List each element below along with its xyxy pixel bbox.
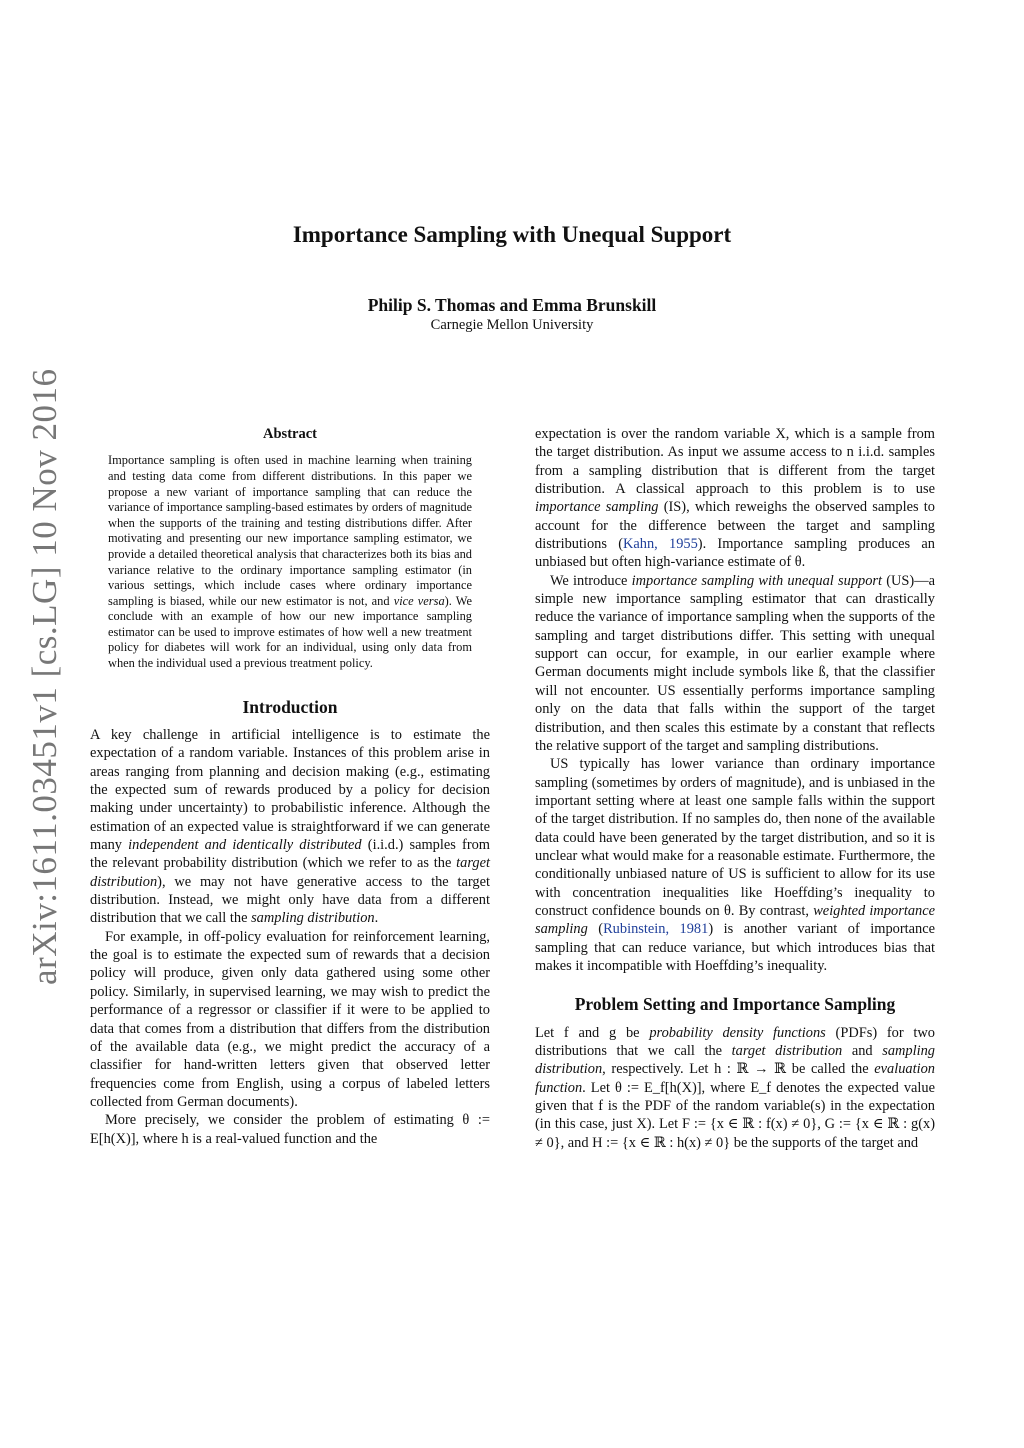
right-column: [535, 425, 935, 1152]
abstract-text: Importance sampling is often used in machine learning when training and testing data come from different distributions. In this paper we propose a new variant of importance sampling that can reduce the variance of importance sampling-based estimates by orders of magnitude when the supports of the training and testing distributions differ. After motivating and presenting our new importance sampling estimator, we provide a detailed theoretical analysis that characterizes both its bias and variance relative to the ordinary importance sampling estimator (in various settings, which include cases where ordinary importance sampling is biased, while our new estimator is not, and vice versa). We conclude with an example of how our new importance sampling estimator can be used to improve estimates of how well a new treatment policy for diabetes will work for an individual, using only data from when the individual used a previous treatment policy.: [108, 453, 472, 671]
intro-paragraph-3-continued: expectation is over the random variable X, which is a sample from the target distribution. As input we assume access to n i.i.d. samples from a sampling distribution that is different from the target distribution. A classical approach to this problem is to use importance sampling (IS), which reweighs the observed samples to account for the difference between the target and sampling distributions (Kahn, 1955). Importance sampling produces an unbiased but often high-variance estimate of θ.: [535, 426, 935, 571]
arxiv-side-stamp: arXiv:1611.03451v1 [cs.LG] 10 Nov 2016: [25, 368, 64, 985]
paper-authors: Philip S. Thomas and Emma Brunskill: [367, 295, 657, 315]
left-column: [90, 425, 490, 1148]
intro-paragraph-1: A key challenge in artificial intelligence is to estimate the expectation of a random variable. Instances of this problem arise in areas ranging from planning and decision making (e.g., estimating the expected sum of rewards produced by a policy for decision making under uncertainty) to probabilistic inference. Although the estimation of an expected value is straightforward if we can generate many independent and identically distributed (i.i.d.) samples from the relevant probability distribution (which we refer to as the target distribution), we may not have generative access to the target distribution. Instead, we might only have data from a different distribution that we call the sampling distribution.: [90, 727, 490, 927]
problem-setting-paragraph-1: Let f and g be probability density functions (PDFs) for two distributions that we call the target distribution and sampling distribution, respectively. Let h : ℝ → ℝ be called the evaluation function. Let θ := E_f[h(X)], where E_f denotes the expected value given that f is the PDF of the random variable(s) in the expectation (in this case, just X). Let F := {x ∈ ℝ : f(x) ≠ 0}, G := {x ∈ ℝ : g(x) ≠ 0}, and H := {x ∈ ℝ : h(x) ≠ 0} be the supports of the target and: [535, 1024, 935, 1151]
citation-rubinstein-1981[interactable]: Rubinstein, 1981: [603, 921, 709, 938]
intro-paragraph-4: We introduce importance sampling with unequal support (US)—a simple new importance sampling estimator that can drastically reduce the variance of importance sampling when the supports of the sampling and target distributions differ. This setting with unequal support can occur, for example, in our earlier example where German documents might include symbols like ß, that the classifier will not encounter. US essentially performs importance sampling only on the data that falls within the support of the target distribution, and then scales this estimate by a constant that reflects the relative support of the target and sampling distributions.: [535, 572, 935, 754]
author-affiliation: Carnegie Mellon University: [430, 317, 594, 333]
abstract-heading: Abstract: [263, 426, 317, 442]
intro-paragraph-5: US typically has lower variance than ordinary importance sampling (sometimes by orders of magnitude), and is unbiased in the important setting where at least one sample falls within the support of the target distribution. If no samples do, then none of the available data could have been generated by the target distribution, and so it is unclear what would make for a reasonable estimate. Furthermore, the conditionally unbiased nature of US is sufficient to allow for its use with concentration inequalities like Hoeffding’s inequality to construct confidence bounds on θ. By contrast, weighted importance sampling (Rubinstein, 1981) is another variant of importance sampling that can reduce variance, but which introduces bias that makes it incompatible with Hoeffding’s inequality.: [535, 756, 936, 974]
problem-setting-heading: Problem Setting and Importance Sampling: [574, 994, 896, 1015]
intro-paragraph-2: For example, in off-policy evaluation for reinforcement learning, the goal is to estimate the expected sum of rewards that a decision policy will produce, given only data gathered using some other policy. Similarly, in supervised learning, we may wish to predict the performance of a regressor or classifier if it were to be applied to data that comes from a distribution that differs from the distribution of the available data (e.g., we might predict the accuracy of a classifier for hand-written letters given that observed letter frequencies come from English, using a corpus of labeled letters collected from German documents).: [90, 928, 490, 1110]
intro-paragraph-3: More precisely, we consider the problem of estimating θ := E[h(X)], where h is a real-valued function and the: [90, 1112, 490, 1147]
paper-title: Importance Sampling with Unequal Support: [292, 222, 732, 247]
citation-kahn-1955[interactable]: Kahn, 1955: [623, 536, 698, 553]
introduction-heading: Introduction: [242, 696, 338, 717]
